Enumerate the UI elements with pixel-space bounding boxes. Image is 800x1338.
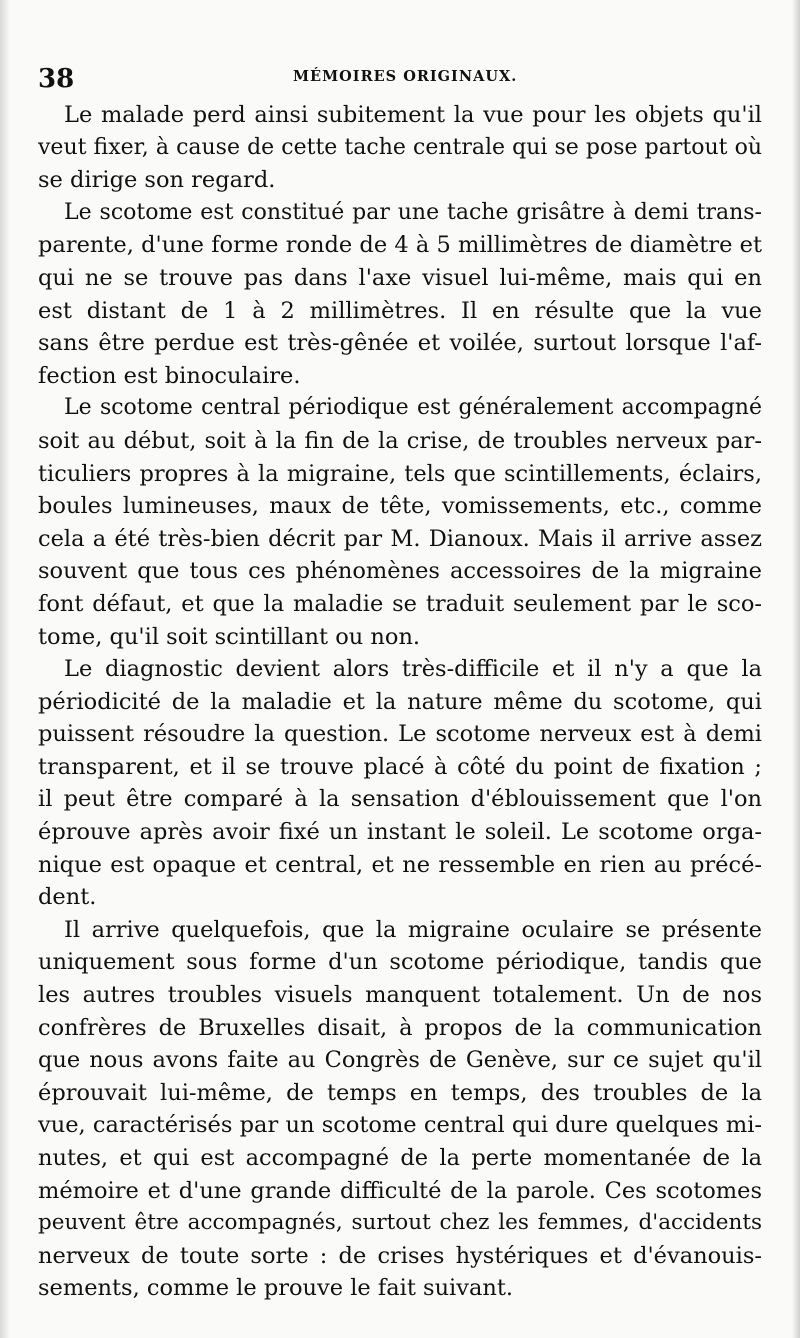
text-line: vue, caractérisés par un scotome central qui dure quelques mi- (38, 1112, 762, 1139)
page-header (38, 64, 762, 98)
text-line: cela a été très-bien décrit par M. Dianoux. Mais il arrive assez (38, 525, 762, 552)
page-number: 38 (38, 64, 75, 94)
page-edge-shadow-right (792, 0, 800, 1338)
text-line: éprouve après avoir fixé un instant le soleil. Le scotome orga- (38, 819, 762, 846)
text-line: fection est binoculaire. (38, 362, 301, 389)
text-line: sans être perdue est très-gênée et voilée, surtout lorsque l'af- (38, 330, 762, 357)
text-line: uniquement sous forme d'un scotome périodique, tandis que (38, 949, 762, 976)
text-line: périodicité de la maladie et la nature même du scotome, qui (38, 688, 762, 715)
text-line: nutes, et qui est accompagné de la perte momentanée de la (38, 1145, 762, 1171)
text-line: il peut être comparé à la sensation d'éblouissement que l'on (38, 786, 762, 813)
text-line: nique est opaque et central, et ne ressemble en rien au précé- (38, 851, 762, 878)
paragraph (38, 653, 762, 914)
text-line: mémoire et d'une grande difficulté de la parole. Ces scotomes (38, 1177, 762, 1204)
text-line: souvent que tous ces phénomènes accessoires de la migraine (38, 558, 762, 585)
text-line: puissent résoudre la question. Le scotome nerveux est à demi (38, 721, 762, 748)
text-line: est distant de 1 à 2 millimètres. Il en résulte que la vue (38, 297, 762, 324)
text-line: nerveux de toute sorte : de crises hystériques et d'évanouis- (38, 1242, 762, 1269)
body-text (38, 99, 762, 1305)
paragraph (38, 99, 762, 197)
text-line: tome, qu'il soit scintillant ou non. (38, 623, 421, 650)
paragraph (38, 197, 762, 393)
paragraph (38, 392, 762, 653)
text-line: boules lumineuses, maux de tête, vomissements, etc., comme (38, 493, 762, 520)
text-line: Le scotome est constitué par une tache grisâtre à demi trans- (64, 199, 762, 225)
text-line: soit au début, soit à la fin de la crise, de troubles nerveux par- (38, 427, 762, 454)
text-line: qui ne se trouve pas dans l'axe visuel lui-même, mais qui en (38, 264, 762, 291)
text-line: dent. (38, 884, 97, 911)
text-line: parente, d'une forme ronde de 4 à 5 millimètres de diamètre et (38, 232, 762, 259)
text-line: ticuliers propres à la migraine, tels que scintillements, éclairs, (38, 460, 762, 487)
text-line: sements, comme le prouve le fait suivant. (38, 1275, 514, 1302)
text-line: Le scotome central périodique est généralement accompagné (64, 395, 762, 421)
text-line: Le malade perd ainsi subitement la vue pour les objets qu'il (64, 102, 762, 128)
text-line: confrères de Bruxelles disait, à propos de la communication (38, 1014, 762, 1041)
paragraph (38, 914, 762, 1305)
text-line: se dirige son regard. (38, 167, 276, 194)
text-line: veut fixer, à cause de cette tache centrale qui se pose partout où (38, 134, 762, 160)
text-line: que nous avons faite au Congrès de Genève, sur ce sujet qu'il (38, 1047, 762, 1074)
text-line: font défaut, et que la maladie se traduit seulement par le sco- (38, 590, 762, 617)
text-line: Le diagnostic devient alors très-difficile et il n'y a que la (64, 656, 762, 683)
page-edge-shadow-left (0, 0, 10, 1338)
text-line: peuvent être accompagnés, surtout chez les femmes, d'accidents (38, 1210, 762, 1236)
text-line: éprouvait lui-même, de temps en temps, des troubles de la (38, 1079, 762, 1106)
text-line: les autres troubles visuels manquent totalement. Un de nos (38, 982, 762, 1009)
text-line: transparent, et il se trouve placé à côté du point de fixation ; (38, 753, 762, 780)
text-line: Il arrive quelquefois, que la migraine oculaire se présente (64, 916, 762, 943)
running-head: MÉMOIRES ORIGINAUX. (293, 68, 518, 85)
